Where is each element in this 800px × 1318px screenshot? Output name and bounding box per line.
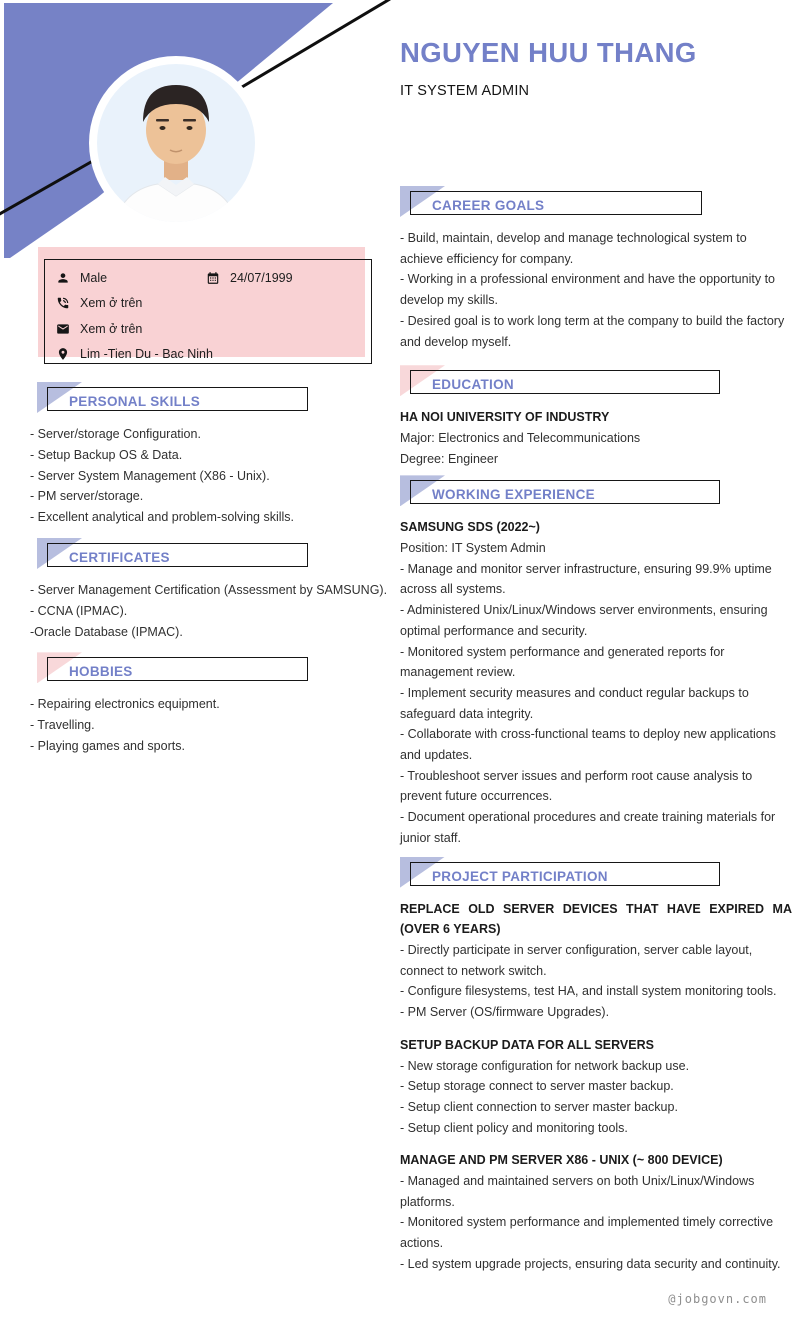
phone-value: Xem ở trên bbox=[80, 296, 143, 311]
email-value: Xem ở trên bbox=[80, 321, 143, 336]
education-major: Major: Electronics and Telecommunications bbox=[400, 430, 641, 445]
list-item: - Implement security measures and conduct regular backups to safeguard data integrity. bbox=[400, 685, 749, 721]
list-item: - Manage and monitor server infrastructure, ensuring 99.9% uptime across all systems. bbox=[400, 561, 772, 597]
candidate-name: NGUYEN HUU THANG bbox=[400, 37, 697, 68]
list-item: - Server System Management (X86 - Unix). bbox=[30, 468, 270, 483]
list-item: - Desired goal is to work long term at the company to build the factory and develop myself. bbox=[400, 313, 785, 349]
section-title: HOBBIES bbox=[47, 657, 308, 681]
position-line: Position: IT System Admin bbox=[400, 541, 546, 556]
location-icon bbox=[56, 347, 71, 362]
section-hobbies bbox=[30, 652, 372, 756]
education-degree: Degree: Engineer bbox=[400, 451, 498, 466]
list-item: -Oracle Database (IPMAC). bbox=[30, 624, 183, 639]
section-working-experience bbox=[400, 475, 792, 848]
left-column bbox=[30, 382, 388, 767]
list-item: - Setup client connection to server master backup. bbox=[400, 1099, 678, 1114]
section-title: PROJECT PARTICIPATION bbox=[410, 862, 720, 886]
section-personal-skills bbox=[30, 382, 372, 528]
list-item: - Server Management Certification (Assessment by SAMSUNG). bbox=[30, 582, 388, 597]
list-item: - Working in a professional environment and have the opportunity to develop my skills. bbox=[400, 272, 775, 308]
site-watermark: @jobgovn.com bbox=[668, 1292, 767, 1306]
list-item: - Administered Unix/Linux/Windows server environments, ensuring optimal performance and security. bbox=[400, 603, 768, 638]
section-certificates bbox=[30, 538, 388, 642]
section-title: CAREER GOALS bbox=[410, 191, 702, 215]
phone-icon bbox=[56, 296, 71, 311]
project-name: MANAGE AND PM SERVER X86 - UNIX (~ 800 DEVICE) bbox=[400, 1153, 723, 1168]
project-entry bbox=[400, 1035, 792, 1139]
list-item: - PM Server (OS/firmware Upgrades). bbox=[400, 1005, 610, 1020]
contact-box-frame bbox=[44, 259, 372, 364]
section-education bbox=[400, 365, 792, 469]
list-item: - Managed and maintained servers on both Unix/Linux/Windows platforms. bbox=[400, 1174, 755, 1209]
section-project-participation bbox=[400, 857, 792, 1275]
list-item: - Led system upgrade projects, ensuring data security and continuity. bbox=[400, 1256, 781, 1271]
section-career-goals bbox=[400, 186, 792, 352]
list-item: - Document operational procedures and create training materials for junior staff. bbox=[400, 810, 776, 845]
section-title: PERSONAL SKILLS bbox=[47, 387, 308, 411]
list-item: - Setup storage connect to server master backup. bbox=[400, 1079, 674, 1094]
contact-row bbox=[56, 291, 371, 317]
project-name: REPLACE OLD SERVER DEVICES THAT HAVE EXPIRED MA (OVER 6 YEARS) bbox=[400, 901, 792, 937]
project-entry bbox=[400, 899, 792, 1023]
contact-row bbox=[56, 265, 371, 291]
address-value: Lim -Tien Du - Bac Ninh bbox=[80, 347, 213, 362]
list-item: - Travelling. bbox=[30, 718, 95, 733]
gender-value: Male bbox=[80, 270, 108, 285]
section-title: CERTIFICATES bbox=[47, 543, 308, 567]
email-icon bbox=[56, 321, 71, 336]
list-item: - Setup Backup OS & Data. bbox=[30, 447, 183, 462]
section-title: WORKING EXPERIENCE bbox=[410, 480, 720, 504]
list-item: - Server/storage Configuration. bbox=[30, 427, 201, 441]
contact-row bbox=[56, 316, 371, 342]
list-item: - PM server/storage. bbox=[30, 489, 144, 504]
project-entry bbox=[400, 1150, 792, 1274]
company-name: SAMSUNG SDS (2022~) bbox=[400, 520, 540, 535]
section-title: EDUCATION bbox=[410, 370, 720, 394]
list-item: - Troubleshoot server issues and perform root cause analysis to prevent future occurrences. bbox=[400, 768, 753, 804]
list-item: - Build, maintain, develop and manage technological system to achieve efficiency for company. bbox=[400, 231, 747, 266]
school-name: HA NOI UNIVERSITY OF INDUSTRY bbox=[400, 410, 610, 425]
birthday-value: 24/07/1999 bbox=[230, 270, 293, 285]
list-item: - Monitored system performance and generated reports for management review. bbox=[400, 644, 725, 680]
list-item: - Collaborate with cross-functional teams to deploy new applications and updates. bbox=[400, 727, 776, 763]
project-name: SETUP BACKUP DATA FOR ALL SERVERS bbox=[400, 1037, 654, 1052]
list-item: - New storage configuration for network backup use. bbox=[400, 1058, 690, 1073]
candidate-title: IT SYSTEM ADMIN bbox=[400, 83, 530, 99]
list-item: - Directly participate in server configuration, server cable layout, connect to network switch. bbox=[400, 942, 753, 978]
list-item: - Setup client policy and monitoring tools. bbox=[400, 1120, 628, 1135]
person-icon bbox=[56, 270, 71, 285]
list-item: - CCNA (IPMAC). bbox=[30, 603, 128, 618]
list-item: - Excellent analytical and problem-solving skills. bbox=[30, 510, 295, 525]
calendar-icon bbox=[206, 270, 221, 285]
right-column bbox=[400, 186, 792, 1275]
list-item: - Playing games and sports. bbox=[30, 738, 185, 753]
contact-row bbox=[56, 342, 371, 368]
list-item: - Repairing electronics equipment. bbox=[30, 697, 220, 712]
list-item: - Configure filesystems, test HA, and install system monitoring tools. bbox=[400, 984, 777, 999]
list-item: - Monitored system performance and implemented timely corrective actions. bbox=[400, 1215, 774, 1251]
